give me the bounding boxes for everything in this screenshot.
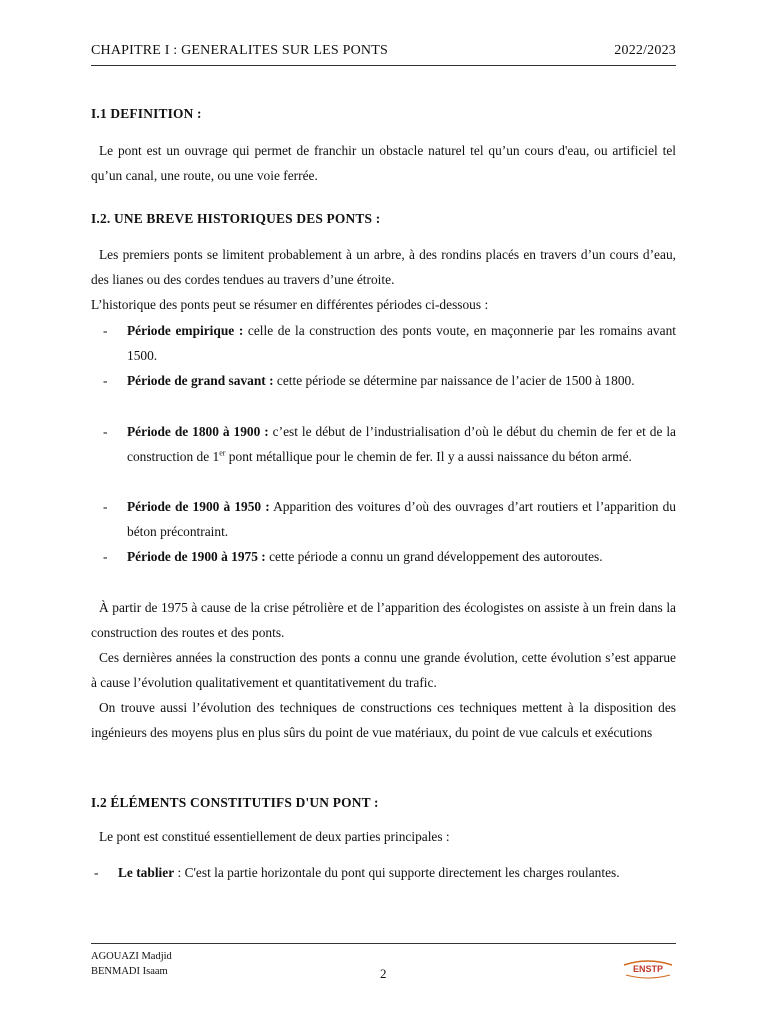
history-intro2: L’historique des ponts peut se résumer en différentes périodes ci-dessous : bbox=[91, 297, 489, 312]
enstp-logo bbox=[620, 955, 676, 983]
list-item: - Le tablier : C'est la partie horizontale du pont qui supporte directement les charges roulantes. bbox=[94, 865, 620, 880]
page-header bbox=[91, 41, 676, 66]
superscript: er bbox=[219, 448, 226, 458]
history-intro-paragraph bbox=[91, 242, 676, 293]
period-text: Apparition des voitures d’où des ouvrages d’art routiers et l’apparition du béton précontraint. bbox=[127, 499, 676, 540]
period-term: Période de 1900 à 1975 : bbox=[127, 549, 266, 564]
period-text: cette période a connu un grand développement des autoroutes. bbox=[265, 549, 603, 564]
section-definition-heading: I.1 DEFINITION : bbox=[91, 106, 202, 121]
footer-divider bbox=[91, 943, 676, 944]
footer-authors bbox=[91, 949, 172, 979]
element-term: Le tablier bbox=[118, 865, 175, 880]
author-1: AGOUAZI Madjid bbox=[91, 951, 172, 962]
period-text: c’est le début de l’industrialisation d’où le début du chemin de fer et de la construction de 1 bbox=[127, 424, 676, 465]
logo-text: ENSTP bbox=[632, 964, 664, 974]
list-item: - Période de 1900 à 1950 : Apparition des voitures d’où des ouvrages d’art routiers et l’apparition du béton précontraint. bbox=[103, 499, 676, 540]
history-text-1: À partir de 1975 à cause de la crise pétrolière et de l’apparition des écologistes on assiste à un frein dans la construction des routes et des ponts. bbox=[91, 600, 676, 641]
period-text-cont: pont métallique pour le chemin de fer. Il y a aussi naissance du béton armé. bbox=[225, 449, 632, 465]
element-text: : C'est la partie horizontale du pont qui supporte directement les charges roulantes. bbox=[174, 865, 620, 880]
elements-intro-text: Le pont est constitué essentiellement de deux parties principales : bbox=[99, 829, 450, 844]
period-text: celle de la construction des ponts voute, en maçonnerie par les romains avant 1500. bbox=[127, 323, 676, 364]
history-paragraph-1 bbox=[91, 595, 676, 646]
list-item: - Période de 1900 à 1975 : cette période a connu un grand développement des autoroutes. bbox=[103, 549, 603, 564]
list-item: - Période de grand savant : cette période se détermine par naissance de l’acier de 1500 à 1800. bbox=[103, 373, 635, 388]
definition-paragraph bbox=[91, 138, 676, 189]
period-term: Période de grand savant : bbox=[127, 373, 274, 388]
list-item: - Période empirique : celle de la construction des ponts voute, en maçonnerie par les romains avant 1500. bbox=[103, 323, 676, 364]
history-paragraph-3 bbox=[91, 695, 676, 746]
academic-year: 2022/2023 bbox=[614, 43, 676, 58]
period-term: Période empirique : bbox=[127, 323, 244, 338]
section-elements-heading: I.2 ÉLÉMENTS CONSTITUTIFS D'UN PONT : bbox=[91, 795, 379, 810]
chapter-title: CHAPITRE I : GENERALITES SUR LES PONTS bbox=[91, 43, 388, 58]
list-item: - Période de 1800 à 1900 : c’est le début de l’industrialisation d’où le début du chemin de fer et de la construction de 1er pont métallique pour le chemin de fer. Il y a aussi naissance du béton armé. bbox=[103, 424, 676, 465]
period-text: cette période se détermine par naissance de l’acier de 1500 à 1800. bbox=[273, 373, 635, 388]
section-history-heading: I.2. UNE BREVE HISTORIQUES DES PONTS : bbox=[91, 211, 381, 226]
author-2: BENMADI Isaam bbox=[91, 966, 168, 977]
history-intro-text: Les premiers ponts se limitent probablement à un arbre, à des rondins placés en travers d’un cours d’eau, des lianes ou des cordes tendues au travers d’une étroite. bbox=[91, 247, 676, 288]
definition-text: Le pont est un ouvrage qui permet de franchir un obstacle naturel tel qu’un cours d'eau, ou artificiel tel qu’un canal, une route, ou une voie ferrée. bbox=[91, 143, 676, 184]
history-text-2: Ces dernières années la construction des ponts a connu une grande évolution, cette évolution s’est apparue à cause l’évolution qualitativement et quantitativement du trafic. bbox=[91, 650, 676, 691]
period-term: Période de 1800 à 1900 : bbox=[127, 424, 269, 439]
page-number: 2 bbox=[380, 966, 387, 981]
history-paragraph-2 bbox=[91, 645, 676, 696]
period-term: Période de 1900 à 1950 : bbox=[127, 499, 270, 514]
elements-intro bbox=[91, 824, 676, 849]
history-text-3: On trouve aussi l’évolution des techniques de constructions ces techniques mettent à la disposition des ingénieurs des moyens plus en plus sûrs du point de vue matériaux, du point de vue calculs et exécutions bbox=[91, 700, 676, 741]
